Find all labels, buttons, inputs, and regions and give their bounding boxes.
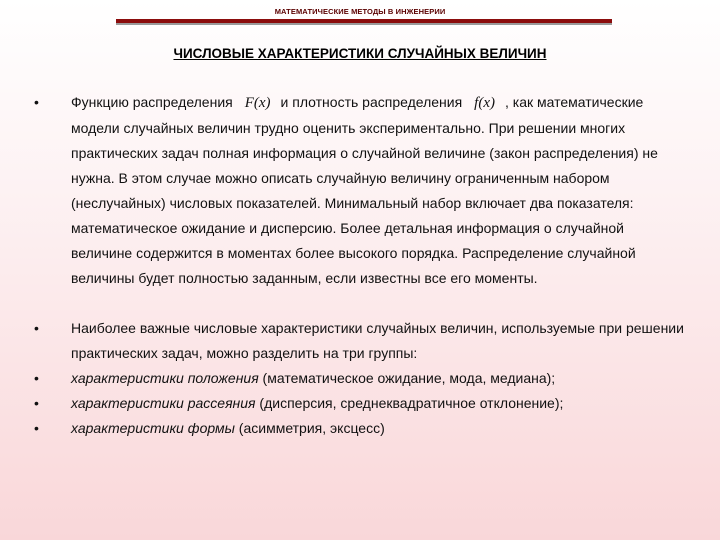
header-bar	[0, 0, 720, 40]
shape-term: характеристики формы	[71, 420, 235, 436]
bullet-item-groups	[34, 316, 684, 366]
paragraph-spacer	[34, 291, 684, 316]
groups-intro-text: Наиболее важные числовые характеристики случайных величин, используемые при решении практических задач, можно разделить на три группы:	[71, 320, 684, 361]
formula-distribution-function: F(x)	[244, 95, 271, 111]
bullet-marker: •	[34, 370, 39, 386]
intro-text-part3: , как математические модели случайных величин трудно оценить экспериментально. При решении многих практических задач полная информация о случайной величине (закон распределения) не нужна. В этом случае можно описать случайную величину ограниченным набором (неслучайных) числовых показателей. Минимальный набор включает два показателя: математическое ожидание и дисперсию. Более детальная информация о случайной величине содержится в моментах более высокого порядка. Распределение случайной величины будет полностью заданным, если известны все его моменты.	[71, 94, 658, 286]
header-title: МАТЕМАТИЧЕСКИЕ МЕТОДЫ В ИНЖЕНЕРИИ	[274, 7, 446, 16]
position-detail: (математическое ожидание, мода, медиана);	[258, 370, 556, 386]
bullet-marker: •	[34, 420, 39, 436]
slide-content	[34, 90, 684, 441]
dispersion-detail: (дисперсия, среднеквадратичное отклонение);	[255, 395, 564, 411]
bullet-item-dispersion	[34, 391, 684, 416]
slide-title: ЧИСЛОВЫЕ ХАРАКТЕРИСТИКИ СЛУЧАЙНЫХ ВЕЛИЧИН	[173, 46, 547, 61]
formula-density-function: f(x)	[474, 95, 495, 111]
bullet-marker: •	[34, 94, 39, 110]
bullet-item-intro	[34, 90, 684, 291]
bullet-marker: •	[34, 395, 39, 411]
header-rule-gray	[116, 23, 612, 25]
bullet-item-shape	[34, 416, 684, 441]
bullet-item-position	[34, 366, 684, 391]
intro-text-part1: Функцию распределения	[71, 94, 233, 110]
shape-detail: (асимметрия, эксцесс)	[234, 420, 385, 436]
bullet-marker: •	[34, 320, 39, 336]
dispersion-term: характеристики рассеяния	[71, 395, 256, 411]
position-term: характеристики положения	[71, 370, 259, 386]
intro-text-part2: и плотность распределения	[280, 94, 463, 110]
